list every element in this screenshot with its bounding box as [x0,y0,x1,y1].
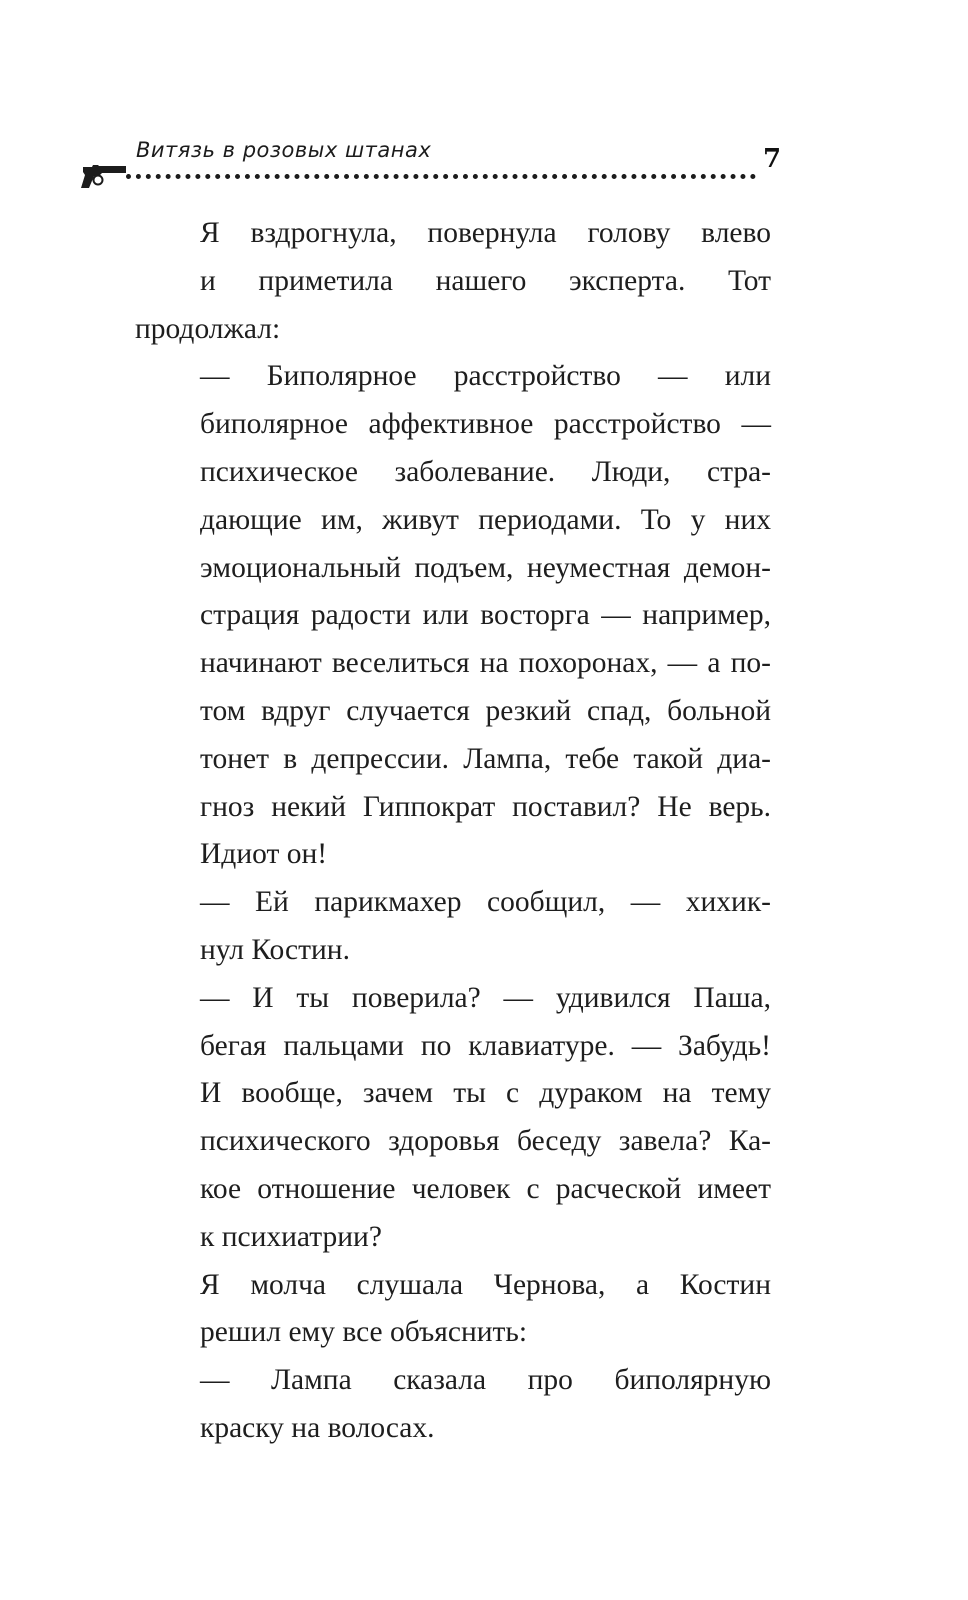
text-line: нул Костин. [200,933,350,966]
paragraph [135,353,771,879]
text-line: психического здоровья беседу завела? Ка- [200,1125,771,1158]
revolver-icon [80,162,128,190]
text-line: начинают веселиться на похоронах, — а по- [200,647,771,680]
page-number: 7 [763,144,782,174]
text-line: Я вздрогнула, повернула голову влево [200,217,771,249]
text-line: — Биполярное расстройство — или [200,360,771,393]
paragraph [135,1357,771,1453]
text-line: бегая пальцами по клавиатуре. — Забудь! [200,1029,771,1062]
body-text [135,210,771,1453]
text-line: том вдруг случается резкий спад, больной [200,694,771,727]
running-header [80,130,800,200]
text-line: дающие им, живут периодами. То у них [200,503,771,536]
paragraph [135,879,771,975]
paragraph [135,975,771,1262]
paragraph [135,210,771,353]
book-title: Витязь в розовых штанах [136,138,432,162]
text-line: И вообще, зачем ты с дураком на тему [200,1077,771,1110]
text-line: и приметила нашего эксперта. Тот продолжал: [135,264,771,345]
text-line: — Ей парикмахер сообщил, — хихик- [200,886,771,919]
text-line: кое отношение человек с расческой имеет [200,1172,771,1205]
dotted-rule [126,174,756,179]
text-line: решил ему все объяснить: [200,1316,528,1349]
text-line: к психиатрии? [200,1220,382,1253]
text-line: психическое заболевание. Люди, стра- [200,455,771,488]
text-line: — И ты поверила? — удивился Паша, [200,981,771,1014]
text-line: страция радости или восторга — например, [200,599,771,632]
text-line: Я молча слушала Чернова, а Костин [200,1268,771,1301]
text-line: гноз некий Гиппократ поставил? Не верь. [200,790,771,823]
text-line: — Лампа сказала про биполярную [200,1364,771,1397]
text-line: Идиот он! [200,838,328,871]
text-line: краску на волосах. [200,1411,435,1444]
text-line: биполярное аффективное расстройство — [200,408,771,441]
text-line: эмоциональный подъем, неуместная демон- [200,551,771,584]
text-line: тонет в депрессии. Лампа, тебе такой диа- [200,742,771,775]
paragraph [135,1262,771,1358]
